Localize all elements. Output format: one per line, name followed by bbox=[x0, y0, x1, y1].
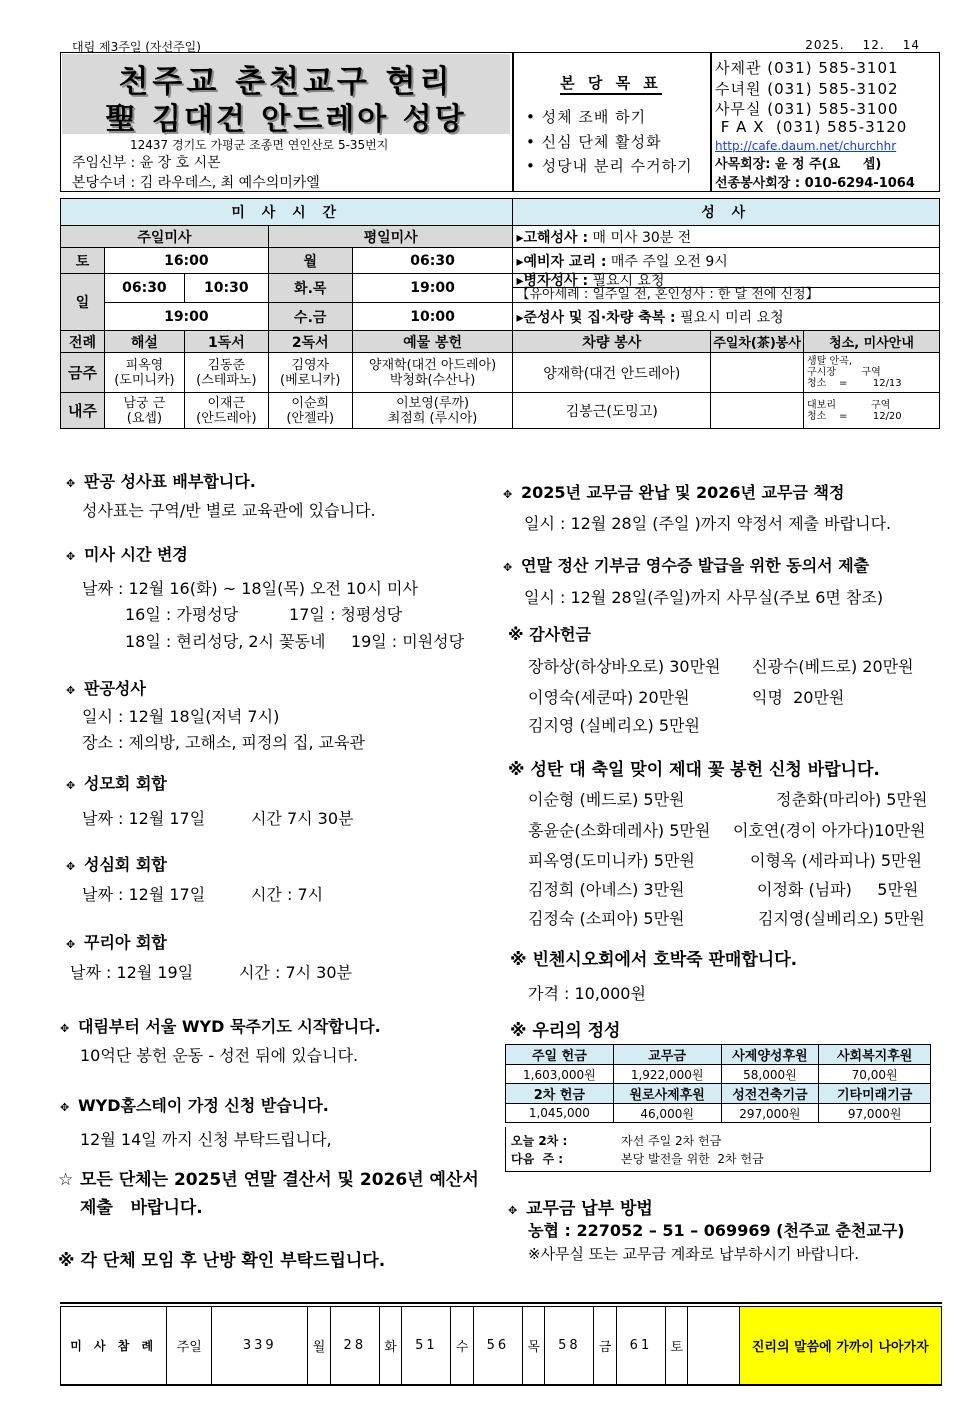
attendance-count: 61 bbox=[616, 1307, 665, 1385]
contact-convent: 수녀원 (031) 585-3102 bbox=[715, 80, 899, 98]
council-chair: 사목회장: 윤 정 주(요 셉) bbox=[715, 157, 882, 172]
roles-header: 1독서 bbox=[184, 331, 268, 353]
sun-time: 10:30 bbox=[184, 274, 268, 303]
attendance-day: 토 bbox=[665, 1307, 687, 1385]
roles-header: 해설 bbox=[104, 331, 184, 353]
donation-value: 97,000원 bbox=[819, 1104, 931, 1123]
notice-title: ☆ 모든 단체는 2025년 연말 결산서 및 2026년 예산서 bbox=[58, 1170, 479, 1190]
attendance-day: 월 bbox=[308, 1307, 330, 1385]
bulletin-date: 2025. 12. 14 bbox=[805, 38, 920, 52]
attendance-day: 주일 bbox=[167, 1307, 212, 1385]
attendance-count: 339 bbox=[212, 1307, 308, 1385]
reading1-cell: 이재근 (안드레아) bbox=[184, 393, 268, 429]
donation-head: 2차 헌금 bbox=[506, 1084, 614, 1104]
sacrament-line: ▸고해성사 : 매 미사 30분 전 bbox=[513, 226, 940, 248]
attendance-day: 화 bbox=[379, 1307, 401, 1385]
liturgical-week: 대림 제3주일 (자선주일) bbox=[72, 40, 201, 54]
donation-head: 교무금 bbox=[613, 1045, 721, 1065]
driving-cell: 양재학(대건 안드레아) bbox=[513, 353, 711, 393]
nun-names: 본당수녀 : 김 라우데스, 최 예수의미카엘 bbox=[72, 175, 320, 191]
flower-entry: 피옥영(도미니카) 5만원 bbox=[528, 851, 695, 870]
heating-notice: ※ 각 단체 모임 후 난방 확인 부탁드립니다. bbox=[58, 1251, 386, 1271]
notice-line: 일시 : 12월 28일 (주일 )까지 약정서 제출 바랍니다. bbox=[524, 514, 892, 533]
weekday-mass-label: 평일미사 bbox=[268, 226, 513, 248]
goal-item: • 신심 단체 활성화 bbox=[526, 133, 662, 151]
tea-cell bbox=[711, 353, 804, 393]
attendance-count bbox=[688, 1307, 739, 1385]
sacrament-line: ▸준성사 및 집·차량 축복 : 필요시 미리 요청 bbox=[513, 303, 940, 331]
contact-rectory: 사제관 (031) 585-3101 bbox=[715, 59, 899, 77]
notice-line: 장소 : 제의방, 고해소, 피정의 집, 교육관 bbox=[82, 733, 366, 752]
roles-header: 주일차(茶)봉사 bbox=[711, 331, 804, 353]
mon-time: 06:30 bbox=[352, 248, 513, 274]
sunday-mass-label: 주일미사 bbox=[61, 226, 269, 248]
sat-time: 16:00 bbox=[104, 248, 268, 274]
goal-item: • 성당내 분리 수거하기 bbox=[526, 157, 693, 175]
pumpkin-title: ※ 빈첸시오회에서 호박죽 판매합니다. bbox=[510, 950, 798, 970]
cleaning-cell: 생탈 안곡, 구시장 구역 청소 = 12/13 bbox=[804, 353, 940, 393]
attendance-day: 금 bbox=[594, 1307, 616, 1385]
donation-head: 성전건축기금 bbox=[721, 1084, 819, 1104]
notice-title: ✥ 미사 시간 변경 bbox=[66, 545, 188, 564]
mon-label: 월 bbox=[268, 248, 352, 274]
donation-value: 58,000원 bbox=[721, 1065, 819, 1084]
notice-title: ✥ 판공 성사표 배부합니다. bbox=[66, 472, 256, 491]
donation-head: 원로사제후원 bbox=[613, 1084, 721, 1104]
attendance-label: 미 사 참 례 bbox=[61, 1307, 167, 1385]
flower-entry: 김정숙 (소피아) 5만원 bbox=[528, 909, 685, 928]
sat-label: 토 bbox=[61, 248, 105, 274]
donation-head: 사제양성후원 bbox=[721, 1045, 819, 1065]
attendance-count: 51 bbox=[402, 1307, 451, 1385]
thanks-entry: 신광수(베드로) 20만원 bbox=[752, 657, 914, 676]
parish-address: 12437 경기도 가평군 조종면 연인산로 5-35번지 bbox=[130, 138, 389, 152]
roles-header: 2독서 bbox=[268, 331, 352, 353]
notice-title: ✥ 2025년 교무금 완납 및 2026년 교무금 책정 bbox=[503, 483, 845, 502]
parish-title-line2: 聖 김대건 안드레아 성당 bbox=[105, 102, 467, 137]
notice-line: 18일 : 현리성당, 2시 꽃동네 19일 : 미원성당 bbox=[125, 632, 465, 651]
notice-title: ✥ 대림부터 서울 WYD 묵주기도 시작합니다. bbox=[60, 1017, 381, 1036]
offering-cell: 이보영(루까) 최점희 (루시아) bbox=[352, 393, 513, 429]
flower-entry: 정춘화(마리아) 5만원 bbox=[776, 790, 928, 809]
attendance-day: 목 bbox=[522, 1307, 544, 1385]
notice-title: ✥ 꾸리아 회합 bbox=[66, 933, 167, 952]
this-week-label: 금주 bbox=[61, 353, 105, 393]
pastor-name: 주임신부 : 윤 장 호 시몬 bbox=[72, 155, 221, 171]
donation-value: 1,603,000원 bbox=[506, 1065, 614, 1084]
offering-cell: 양재학(대건 아드레아) 박청화(수산나) bbox=[352, 353, 513, 393]
cleaning-cell: 대보리 구역 청소 = 12/20 bbox=[804, 393, 940, 429]
notice-line: 날짜 : 12월 17일 시간 : 7시 bbox=[82, 885, 324, 904]
notice-line: 10억단 봉헌 운동 - 성전 뒤에 있습니다. bbox=[80, 1046, 359, 1065]
thanks-entry: 김지영 (실베리오) 5만원 bbox=[528, 716, 700, 735]
tea-cell bbox=[711, 393, 804, 429]
roles-header: 예물 봉헌 bbox=[352, 331, 513, 353]
mass-schedule-table bbox=[60, 198, 940, 429]
flower-entry: 이호연(경이 아가다)10만원 bbox=[733, 821, 926, 840]
thanks-entry: 이영숙(세쿤따) 20만원 bbox=[528, 688, 690, 707]
sacrament-line: ▸예비자 교리 : 매주 주일 오전 9시 bbox=[513, 248, 940, 274]
flower-entry: 홍윤순(소화데레사) 5만원 bbox=[528, 821, 711, 840]
reading1-cell: 김동준 (스테파노) bbox=[184, 353, 268, 393]
attendance-count: 28 bbox=[330, 1307, 379, 1385]
evangel-chair: 선종봉사회장 : 010-6294-1064 bbox=[715, 176, 915, 191]
wedfri-time: 10:00 bbox=[352, 303, 513, 331]
contact-office: 사무실 (031) 585-3100 bbox=[715, 100, 899, 118]
donation-value: 46,000원 bbox=[613, 1104, 721, 1123]
notice-line: 12월 14일 까지 신청 부탁드립니다, bbox=[80, 1130, 332, 1149]
flower-title: ※ 성탄 대 축일 맞이 제대 꽃 봉헌 신청 바랍니다. bbox=[508, 760, 880, 780]
attendance-day: 수 bbox=[451, 1307, 473, 1385]
donation-head: 사회복지후원 bbox=[819, 1045, 931, 1065]
flower-entry: 김지영(실베리오) 5만원 bbox=[758, 909, 925, 928]
attendance-count: 58 bbox=[545, 1307, 594, 1385]
sacrament-header: 성 사 bbox=[513, 199, 940, 226]
roles-header: 청소, 미사안내 bbox=[804, 331, 940, 353]
goal-item: • 성체 조배 하기 bbox=[526, 108, 647, 126]
parish-title-line1: 천주교 춘천교구 현리 bbox=[118, 64, 454, 100]
reading2-cell: 이순희 (안젤라) bbox=[268, 393, 352, 429]
mass-time-header: 미 사 시 간 bbox=[61, 199, 513, 226]
sun-evening-time: 19:00 bbox=[104, 303, 268, 331]
notice-line: 날짜 : 12월 17일 시간 7시 30분 bbox=[82, 809, 354, 828]
thanks-entry: 장하상(하상바오로) 30만원 bbox=[528, 657, 721, 676]
notice-line: 16일 : 가평성당 17일 : 청평성당 bbox=[125, 605, 403, 624]
donation-value: 1,922,000원 bbox=[613, 1065, 721, 1084]
flower-entry: 이순형 (베드로) 5만원 bbox=[528, 790, 685, 809]
footer-rule bbox=[60, 1302, 942, 1304]
thanks-entry: 익명 20만원 bbox=[752, 688, 845, 707]
motto: 진리의 말씀에 가까이 나아가자 bbox=[739, 1307, 941, 1385]
sun-time: 06:30 bbox=[104, 274, 184, 303]
payment-note: ※사무실 또는 교무금 계좌로 납부하시기 바랍니다. bbox=[528, 1245, 859, 1263]
notice-line: 일시 : 12월 28일(주일)까지 사무실(주보 6면 참조) bbox=[524, 588, 884, 607]
attendance-count: 56 bbox=[473, 1307, 522, 1385]
donation-value: 297,000원 bbox=[721, 1104, 819, 1123]
flower-entry: 이형옥 (세라피나) 5만원 bbox=[750, 851, 922, 870]
sacrament-block: ▸병자성사 : 필요시 요청 【유아세례 : 일주일 전, 혼인성사 : 한 달 전에 신청】 bbox=[513, 274, 940, 303]
tuethu-label: 화.목 bbox=[268, 274, 352, 303]
notice-line: 제출 바랍니다. bbox=[80, 1198, 203, 1218]
cafe-link[interactable]: http://cafe.daum.net/churchhr bbox=[715, 139, 897, 153]
commentary-cell: 남궁 근 (요셉) bbox=[104, 393, 184, 429]
commentary-cell: 피옥영 (도미니카) bbox=[104, 353, 184, 393]
notice-title: ✥ WYD홈스테이 가정 신청 받습니다. bbox=[60, 1096, 329, 1115]
notice-line: 일시 : 12월 18일(저녁 7시) bbox=[82, 707, 280, 726]
divider bbox=[710, 52, 712, 192]
next-week-label: 내주 bbox=[61, 393, 105, 429]
pumpkin-price: 가격 : 10,000원 bbox=[528, 984, 646, 1003]
donation-value: 1,045,000 bbox=[506, 1104, 614, 1123]
tuethu-time: 19:00 bbox=[352, 274, 513, 303]
donation-table bbox=[505, 1044, 931, 1123]
reading2-cell: 김영자 (베로니카) bbox=[268, 353, 352, 393]
notice-title: ✥ 성모회 회합 bbox=[66, 774, 167, 793]
roles-header: 차량 봉사 bbox=[513, 331, 711, 353]
notice-title: ✥ 성심회 회합 bbox=[66, 855, 167, 874]
attendance-table bbox=[60, 1306, 942, 1385]
goal-title: 본 당 목 표 bbox=[512, 72, 710, 93]
payment-account: 농협 : 227052 – 51 – 069969 (천주교 춘천교구) bbox=[528, 1221, 905, 1240]
second-collection-note: 오늘 2차 : 자선 주일 2차 헌금 다음 주 : 본당 발전을 위한 2차 헌금 bbox=[505, 1127, 931, 1172]
roles-header: 전례 bbox=[61, 331, 105, 353]
driving-cell: 김봉근(도밍고) bbox=[513, 393, 711, 429]
sun-label: 일 bbox=[61, 274, 105, 331]
notice-line: 날짜 : 12월 19일 시간 : 7시 30분 bbox=[70, 963, 352, 982]
donation-value: 70,00원 bbox=[819, 1065, 931, 1084]
offering-title: ※ 우리의 정성 bbox=[510, 1021, 621, 1041]
notice-line: 성사표는 구역/반 별로 교육관에 있습니다. bbox=[82, 501, 376, 520]
contact-fax: F A X (031) 585-3120 bbox=[715, 118, 908, 136]
title-banner bbox=[62, 54, 510, 137]
payment-title: ✥ 교무금 납부 방법 bbox=[508, 1199, 653, 1219]
footer-rule bbox=[60, 1385, 942, 1386]
flower-entry: 이정화 (님파) 5만원 bbox=[757, 880, 919, 899]
flower-entry: 김정희 (아녜스) 3만원 bbox=[528, 880, 685, 899]
wedfri-label: 수.금 bbox=[268, 303, 352, 331]
notice-line: 날짜 : 12월 16(화) ~ 18일(목) 오전 10시 미사 bbox=[82, 579, 418, 598]
donation-head: 기타미래기금 bbox=[819, 1084, 931, 1104]
notice-title: ✥ 연말 정산 기부금 영수증 발급을 위한 동의서 제출 bbox=[503, 556, 870, 575]
donation-head: 주일 헌금 bbox=[506, 1045, 614, 1065]
notice-title: ✥ 판공성사 bbox=[66, 679, 146, 698]
thanks-title: ※ 감사헌금 bbox=[508, 625, 591, 644]
